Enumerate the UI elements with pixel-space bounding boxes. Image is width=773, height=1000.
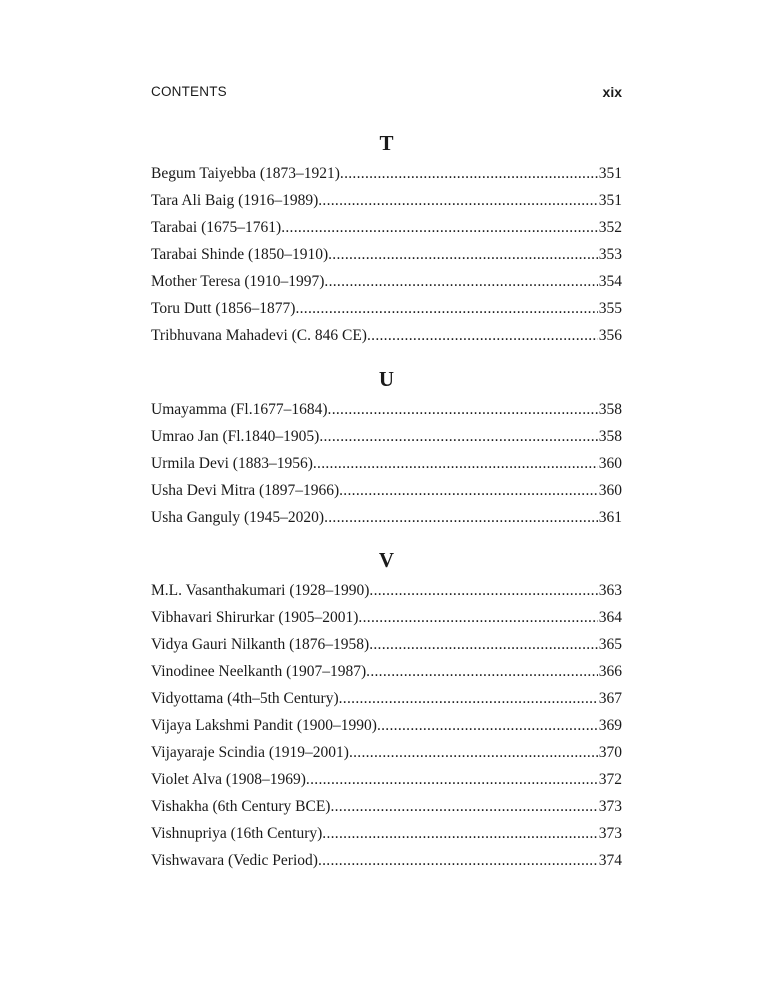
entry-name: Vishwavara (Vedic Period) bbox=[151, 852, 318, 869]
entry-page: 360 bbox=[598, 482, 622, 499]
dot-leader bbox=[367, 322, 598, 349]
entry-page: 361 bbox=[598, 509, 622, 526]
entry-name: Usha Ganguly (1945–2020) bbox=[151, 509, 325, 526]
entry-name: Vijayaraje Scindia (1919–2001) bbox=[151, 744, 349, 761]
section-letter: U bbox=[378, 367, 395, 391]
toc-entry bbox=[151, 268, 622, 295]
toc-entry bbox=[151, 295, 622, 322]
dot-leader bbox=[369, 631, 598, 658]
toc-entry bbox=[151, 739, 622, 766]
entry-name: Vidyottama (4th–5th Century) bbox=[151, 690, 339, 707]
entry-page: 367 bbox=[598, 690, 622, 707]
entry-page: 363 bbox=[598, 582, 622, 599]
toc-entry bbox=[151, 604, 622, 631]
entry-name: Vidya Gauri Nilkanth (1876–1958) bbox=[151, 636, 370, 653]
entry-page: 372 bbox=[598, 771, 622, 788]
dot-leader bbox=[324, 268, 597, 295]
dot-leader bbox=[328, 396, 598, 423]
toc-entry bbox=[151, 322, 622, 349]
running-head bbox=[151, 84, 622, 104]
dot-leader bbox=[322, 820, 597, 847]
entry-name: Violet Alva (1908–1969) bbox=[151, 771, 306, 788]
entry-page: 351 bbox=[598, 165, 622, 182]
dot-leader bbox=[328, 241, 598, 268]
entry-page: 373 bbox=[598, 798, 622, 815]
entry-page: 354 bbox=[598, 273, 622, 290]
dot-leader bbox=[318, 847, 598, 874]
entry-page: 352 bbox=[598, 219, 622, 236]
entry-name: Tribhuvana Mahadevi (C. 846 CE) bbox=[151, 327, 367, 344]
dot-leader bbox=[281, 214, 598, 241]
entry-name: Tarabai Shinde (1850–1910) bbox=[151, 246, 329, 263]
running-head-title: CONTENTS bbox=[151, 84, 227, 99]
entry-page: 358 bbox=[598, 401, 622, 418]
toc-entry bbox=[151, 241, 622, 268]
toc-entry bbox=[151, 820, 622, 847]
entry-page: 364 bbox=[598, 609, 622, 626]
toc-entry bbox=[151, 396, 622, 423]
toc-entry bbox=[151, 712, 622, 739]
entry-page: 356 bbox=[598, 327, 622, 344]
entry-page: 360 bbox=[598, 455, 622, 472]
toc-entry bbox=[151, 658, 622, 685]
entry-page: 374 bbox=[598, 852, 622, 869]
section-v bbox=[151, 545, 622, 874]
toc-entry bbox=[151, 450, 622, 477]
dot-leader bbox=[306, 766, 598, 793]
toc-entry bbox=[151, 477, 622, 504]
entry-name: Vibhavari Shirurkar (1905–2001) bbox=[151, 609, 359, 626]
entry-name: Umayamma (Fl.1677–1684) bbox=[151, 401, 328, 418]
entry-page: 365 bbox=[598, 636, 622, 653]
entry-name: Begum Taiyebba (1873–1921) bbox=[151, 165, 340, 182]
dot-leader bbox=[319, 423, 597, 450]
section-t bbox=[151, 128, 622, 349]
toc-entry bbox=[151, 685, 622, 712]
entry-page: 351 bbox=[598, 192, 622, 209]
entry-name: Toru Dutt (1856–1877) bbox=[151, 300, 296, 317]
entry-name: Vishakha (6th Century BCE) bbox=[151, 798, 331, 815]
toc-entry bbox=[151, 423, 622, 450]
entry-page: 353 bbox=[598, 246, 622, 263]
toc-entry bbox=[151, 847, 622, 874]
entry-page: 369 bbox=[598, 717, 622, 734]
entry-page: 355 bbox=[598, 300, 622, 317]
dot-leader bbox=[369, 577, 597, 604]
dot-leader bbox=[358, 604, 597, 631]
entry-name: Tarabai (1675–1761) bbox=[151, 219, 282, 236]
dot-leader bbox=[330, 793, 597, 820]
entry-page: 358 bbox=[598, 428, 622, 445]
dot-leader bbox=[339, 477, 598, 504]
toc-entry bbox=[151, 631, 622, 658]
entry-name: Usha Devi Mitra (1897–1966) bbox=[151, 482, 340, 499]
section-u bbox=[151, 364, 622, 531]
dot-leader bbox=[340, 160, 598, 187]
entry-name: Vishnupriya (16th Century) bbox=[151, 825, 323, 842]
entry-name: Vinodinee Neelkanth (1907–1987) bbox=[151, 663, 367, 680]
toc-entry bbox=[151, 214, 622, 241]
entry-page: 373 bbox=[598, 825, 622, 842]
toc-entry bbox=[151, 504, 622, 531]
dot-leader bbox=[313, 450, 598, 477]
section-letter: V bbox=[378, 548, 395, 572]
entry-name: M.L. Vasanthakumari (1928–1990) bbox=[151, 582, 370, 599]
dot-leader bbox=[318, 187, 598, 214]
dot-leader bbox=[349, 739, 598, 766]
dot-leader bbox=[366, 658, 598, 685]
entry-name: Mother Teresa (1910–1997) bbox=[151, 273, 325, 290]
toc-entry bbox=[151, 793, 622, 820]
toc-entry bbox=[151, 766, 622, 793]
entry-page: 366 bbox=[598, 663, 622, 680]
entry-name: Urmila Devi (1883–1956) bbox=[151, 455, 313, 472]
section-letter: T bbox=[379, 131, 394, 155]
toc-entry bbox=[151, 577, 622, 604]
entry-name: Tara Ali Baig (1916–1989) bbox=[151, 192, 319, 209]
entry-name: Vijaya Lakshmi Pandit (1900–1990) bbox=[151, 717, 377, 734]
entry-name: Umrao Jan (Fl.1840–1905) bbox=[151, 428, 320, 445]
toc-entry bbox=[151, 187, 622, 214]
dot-leader bbox=[295, 295, 597, 322]
dot-leader bbox=[377, 712, 598, 739]
entry-page: 370 bbox=[598, 744, 622, 761]
dot-leader bbox=[339, 685, 598, 712]
dot-leader bbox=[324, 504, 598, 531]
toc-entry bbox=[151, 160, 622, 187]
page-number: xix bbox=[602, 84, 622, 100]
